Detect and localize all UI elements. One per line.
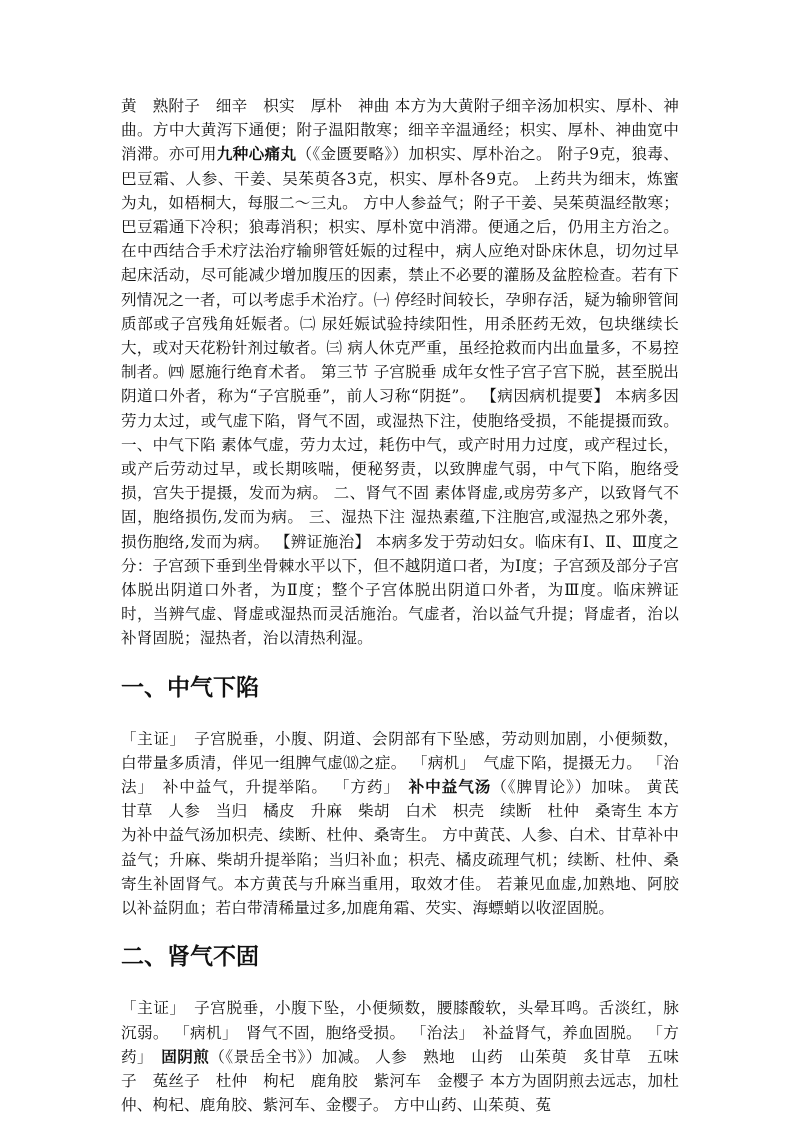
section-heading-2: 二、肾气不固 bbox=[121, 944, 259, 971]
section-heading-1: 一、中气下陷 bbox=[121, 674, 259, 701]
formula-name-bold: 九种心痛丸 bbox=[216, 144, 297, 164]
section-2-body bbox=[121, 996, 679, 1117]
section-2-text-post: （《景岳全书》）加减。 人参 熟地 山药 山茱萸 炙甘草 五味子 菟丝子 杜仲 枸杞 鹿角胶 紫河车 金樱子 本方为固阴煎去远志，加杜仲、枸杞、鹿角胶、紫河车、金樱子。 方中山药、山茱萸、菟 bbox=[121, 1047, 680, 1115]
section-1-text-pre: 「主证」 子宫脱垂，小腹、阴道、会阴部有下坠感，劳动则加剧，小便频数，白带量多质清，伴见一组脾气虚⒅之症。 「病机」 气虚下陷，提摄无力。 「治法」 补中益气，升提举陷。 「方药」 bbox=[121, 729, 679, 797]
section-1-formula-name: 补中益气汤 bbox=[408, 777, 492, 797]
paragraph-intro: 黄 熟附子 细辛 枳实 厚朴 神曲 本方为大黄附子细辛汤加枳实、厚朴、神曲。方中大黄泻下通便；附子温阳散寒；细辛辛温通经；枳实、厚朴、神曲宽中消滞。亦可用九种心痛丸（《金匮要略》）加枳实、厚朴治之。 附子9克，狼毒、巴豆霜、人参、干姜、吴茱萸各3克，枳实、厚朴各9克。 上药共为细末，炼蜜为丸，如梧桐大，每服二～三丸。 方中人参益气；附子干姜、吴茱萸温经散寒；巴豆霜通下冷积；狼毒消积；枳实、厚朴宽中消滞。便通之后，仍用主方治之。 在中西结合手术疗法治疗输卵管妊娠的过程中，病人应绝对卧床休息，切勿过早起床活动，尽可能减少增加腹压的因素，禁止不必要的灌肠及盆腔检查。若有下列情况之一者，可以考虑手术治疗。㈠ 停经时间较长，孕卵存活，疑为输卵管间质部或子宫残角妊娠者。㈡ 尿妊娠试验持续阳性，用杀胚药无效，包块继续长大，或对天花粉针剂过敏者。㈢ 病人休克严重，虽经抢救而内出血量多，不易控制者。㈣ 愿施行绝育术者。 第三节 子宫脱垂 成年女性子宫子宫下脱，甚至脱出阴道口外者，称为“子宫脱垂”，前人习称“阴挺”。 【病因病机提要】 本病多因劳力太过，或气虚下陷，肾气不固，或湿热下注，使胞络受损，不能提摄而致。 一、中气下陷 素体气虚，劳力太过，耗伤中气，或产时用力过度，或产程过长，或产后劳动过早，或长期咳喘，便秘努责，以致脾虚气弱，中气下陷，胞络受损，宫失于提摄，发而为病。 二、肾气不固 素体肾虚,或房劳多产，以致肾气不固，胞络损伤,发而为病。 三、湿热下注 湿热素蕴,下注胞宫,或湿热之邪外袭，损伤胞络,发而为病。 【辨证施治】 本病多发于劳动妇女。临床有Ⅰ、Ⅱ、Ⅲ度之分：子宫颈下垂到坐骨棘水平以下，但不越阴道口者，为Ⅰ度；子宫颈及部分子宫体脱出阴道口外者，为Ⅱ度；整个子宫体脱出阴道口外者，为Ⅲ度。临床辨证时，当辨气虚、肾虚或湿热而灵活施治。气虚者，治以益气升提；肾虚者，治以补肾固脱；湿热者，治以清热利湿。 bbox=[121, 97, 679, 648]
section-2-text-pre: 「主证」 子宫脱垂，小腹下坠，小便频数，腰膝酸软，头晕耳鸣。舌淡红，脉沉弱。 「病机」 肾气不固，胞络受损。 「治法」 补益肾气，养血固脱。 「方药」 bbox=[121, 999, 679, 1066]
section-1-text-post: （《脾胃论》）加味。 黄芪 甘草 人参 当归 橘皮 升麻 柴胡 白术 枳壳 续断 杜仲 桑寄生 本方为补中益气汤加枳壳、续断、杜仲、桑寄生。 方中黄芪、人参、白术、甘草补中益气；升麻、柴胡升提举陷；当归补血；枳壳、橘皮疏理气机；续断、杜仲、桑寄生补固肾气。本方黄芪与升麻当重用，取效才佳。 若兼见血虚,加熟地、阿胶以补益阴血；若白带清稀量过多,加鹿角霜、芡实、海螵蛸以收涩固脱。 bbox=[121, 778, 695, 918]
section-2-formula-name: 固阴煎 bbox=[161, 1046, 210, 1066]
section-1-body bbox=[121, 727, 695, 921]
